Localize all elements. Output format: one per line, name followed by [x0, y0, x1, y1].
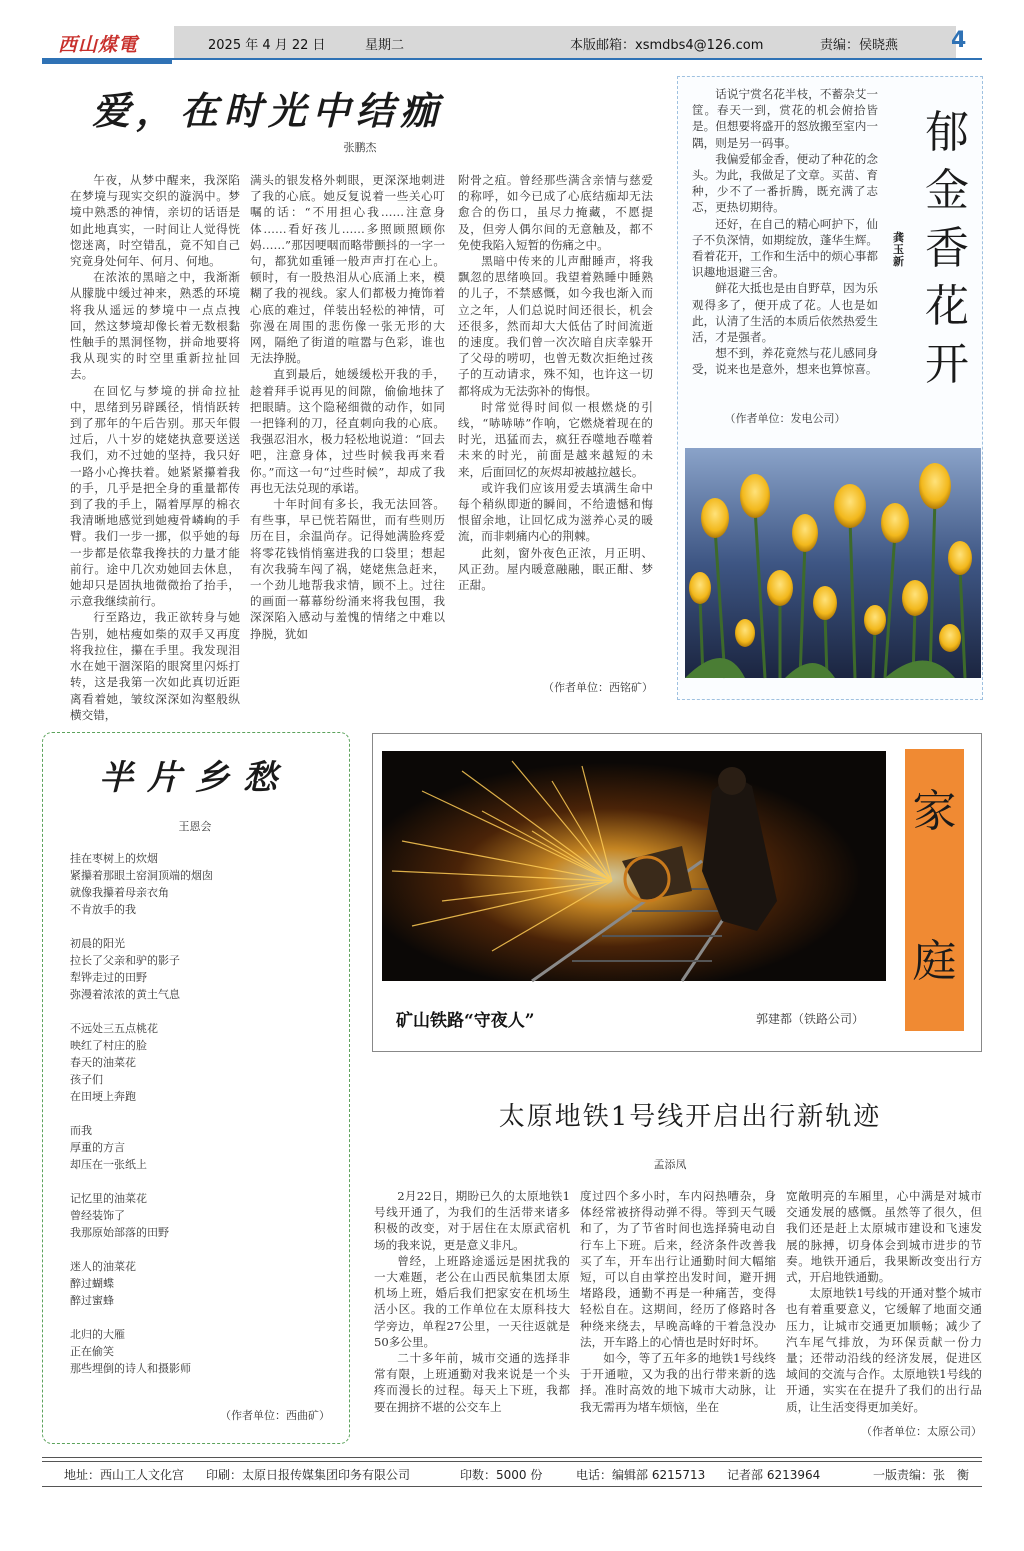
poem-line: 北归的大雁 — [70, 1328, 125, 1341]
poem-author: 王恩会 — [178, 820, 212, 833]
tulip-body — [692, 86, 878, 396]
tulip-author: 龚玉新 — [893, 231, 904, 268]
poem-line: 醉过蜜蜂 — [70, 1294, 114, 1307]
tulip-author-unit: （作者单位：发电公司） — [724, 412, 846, 425]
poem-line: 厚重的方言 — [70, 1141, 125, 1154]
poem-stanza — [70, 1020, 340, 1105]
section-label-char-1: 家 — [912, 786, 957, 837]
page-email: 本版邮箱：xsmdbs4@126.com — [570, 38, 764, 53]
poem-stanza — [70, 1326, 340, 1377]
paragraph: 黑暗中传来的儿声酣睡声，将我飘忽的思绪唤回。我望着熟睡中睡熟的儿子，不禁感慨，如今我也渐入而立之年，人们总说时间还很长，机会还很多，然而却大大低估了时间流逝的速度。我们曾一次次暗自庆幸躲开了父母的唠叨，也曾无数次拒绝过孩子的互动请求，殊不知，也许这一切都将成为无法弥补的悔恨。 — [458, 254, 653, 398]
story1-column-2 — [250, 172, 445, 702]
paragraph: 行至路边，我正欲转身与她告别，她枯瘦如柴的双手又再度将我拉住，攥在手里。我发现泪水在她干涸深陷的眼窝里闪烁打转，这是我第一次如此真切近距离看着她，皱纹深深如沟壑般纵横交错， — [70, 610, 240, 722]
paragraph: 度过四个多小时，车内闷热嘈杂，身体经常被挤得动弹不得。等到天气暖和了，为了节省时间也选择骑电动自行车上下班。后来，经济条件改善我买了车，开车出行让通勤时间大幅缩短，可以自由掌控出发时间，避开拥堵路段，通勤不再是一种痛苦，变得轻松自在。这期间，经历了修路时各种绕来绕去，早晚高峰的干着急没办法，开车路上的心情也是时好时坏。 — [580, 1189, 776, 1349]
footer-circulation: 印数：5000 份 — [460, 1468, 543, 1482]
footer-printer: 印刷：太原日报传媒集团印务有限公司 — [206, 1468, 411, 1482]
poem-line: 醉过蝴蝶 — [70, 1277, 114, 1290]
issue-weekday: 星期二 — [365, 38, 405, 53]
railway-night-photo — [382, 751, 886, 981]
paragraph: 太原地铁1号线的开通对整个城市也有着重要意义，它缓解了地面交通压力，让城市交通更加顺畅；减少了汽车尾气排放，为环保贡献一份力量；还带动沿线的经济发展，促进区域间的交流与合作。太原地铁1号线的开通，实实在在提升了我们的出行品质，让生活变得更加美好。 — [786, 1286, 982, 1414]
paragraph: 十年时间有多长，我无法回答。有些事，早已恍若隔世，而有些则历历在目，余温尚存。记得她满脸疼爱将零花钱悄悄塞进我的口袋里；想起有次我骑车闯了祸，姥姥焦急赶来，一个劲儿地帮我求情，顾不上。过往的画面一幕幕纷纷涌来将我包围，我深深陷入感动与羞愧的情绪之中难以挣脱，犹如 — [250, 497, 445, 641]
paragraph: 午夜，从梦中醒来，我深陷在梦境与现实交织的漩涡中。梦境中熟悉的神情，亲切的话语是如此地真实，一时间让人觉得恍惚迷离，时空错乱，竟不知自己究竟身处何年、何月、何地。 — [70, 173, 240, 269]
poem-line: 犁铧走过的田野 — [70, 971, 147, 984]
paragraph: 二十多年前，城市交通的选择非常有限，上班通勤对我来说是一个头疼而漫长的过程。每天上下班，我都要在拥挤不堪的公交车上 — [374, 1351, 570, 1414]
poem-line: 孩子们 — [70, 1073, 103, 1086]
paragraph: 2月22日，期盼已久的太原地铁1号线开通了，为我们的生活带来诸多积极的改变，对于居住在太原武宿机场的我来说，更是意义非凡。 — [374, 1189, 570, 1252]
poem-line: 映红了村庄的脸 — [70, 1039, 147, 1052]
metro-author-unit: （作者单位：太原公司） — [861, 1425, 982, 1438]
poem-line: 曾经装饰了 — [70, 1209, 125, 1222]
story1-column-1 — [70, 172, 240, 722]
poem-line: 不远处三五点桃花 — [70, 1022, 158, 1035]
metro-title: 太原地铁1号线开启出行新轨迹 — [498, 1102, 882, 1132]
metro-column-1 — [374, 1188, 570, 1438]
poem-line: 却压在一张纸上 — [70, 1158, 147, 1171]
poem-line: 不肯放手的我 — [70, 903, 136, 916]
page-number: 4 — [951, 28, 967, 53]
poem-line: 那些埋倒的诗人和摄影师 — [70, 1362, 191, 1375]
poem-line: 弥漫着浓浓的黄土气息 — [70, 988, 180, 1001]
poem-stanza — [70, 1122, 340, 1173]
tulip-photo — [685, 448, 981, 678]
paragraph: 如今，等了五年多的地铁1号线终于开通啦，又为我的出行带来新的选择。准时高效的地下城市大动脉，让我无需再为堵车烦恼，坐在 — [580, 1351, 776, 1414]
poem-line: 紧攥着那眼土窑洞顶端的烟囱 — [70, 869, 213, 882]
photo-credit: 郭建都（铁路公司） — [756, 1012, 865, 1026]
poem-line: 迷人的油菜花 — [70, 1260, 136, 1273]
footer-chief-editor: 一版责编：张 衡 — [873, 1468, 970, 1482]
story1-author-unit: （作者单位：西铭矿） — [543, 681, 653, 694]
paragraph: 在浓浓的黑暗之中，我渐渐从朦胧中缓过神来，熟悉的环境将我从遥远的梦境中一点点拽回，然这梦境却像长着无数根黏性触手的黑洞怪物，拼命地要将我从现实的时空里重新拉扯回去。 — [70, 270, 240, 382]
metro-column-3 — [786, 1188, 982, 1418]
poem-line: 而我 — [70, 1124, 92, 1137]
paragraph: 鲜花大抵也是由自野草，因为乐观得多了，便开成了花。人也是如此，认清了生活的本质后依然热爱生活，才是强者。 — [692, 281, 878, 345]
header-rule — [42, 58, 982, 60]
paragraph: 想不到，养花竟然与花儿感同身受，说来也是意外，想来也算惊喜。 — [692, 346, 878, 377]
footer-rule — [42, 1486, 982, 1487]
paragraph: 我偏爱郁金香，便动了种花的念头。为此，我做足了文章。买苗、育种，少不了一番折腾，既充满了志忑，更热切期待。 — [692, 151, 878, 215]
paragraph: 附骨之疽。曾经那些满含亲情与慈爱的称呼，如今已成了心底结痂却无法愈合的伤口，虽尽力掩藏，不愿提及，但旁人偶尔间的无意触及，都不免使我陷入短暂的伤痛之中。 — [458, 173, 653, 252]
footer-rule — [42, 1457, 982, 1458]
header-rule-accent — [42, 60, 172, 64]
metro-author: 孟添凤 — [653, 1158, 687, 1171]
issue-date: 2025 年 4 月 22 日 — [208, 38, 326, 53]
paragraph: 话说宁赏名花半枝，不蓄杂艾一筐。春天一到，赏花的机会俯拾皆是。但想要将盛开的怒放搬至室内一隅，则是另一码事。 — [692, 87, 878, 150]
footer-reporter-phone: 记者部 6213964 — [727, 1468, 821, 1482]
story1-title: 爱，在时光中结痂 — [92, 88, 445, 133]
poem-body — [70, 850, 340, 1394]
paragraph: 时常觉得时间似一根燃烧的引线，“哧哧哧”作响，它燃烧着现在的时光，迅猛而去，疯狂吞噬地吞噬着未来的时光，前面是越来越短的未来，后面回忆的灰烬却被越拉越长。 — [458, 399, 653, 479]
poem-line: 记忆里的油菜花 — [70, 1192, 147, 1205]
poem-stanza — [70, 1190, 340, 1241]
paragraph: 曾经，上班路途遥远是困扰我的一大难题，老公在山西民航集团太原机场上班，婚后我们把家安在机场生活小区。我的工作单位在太原科技大学旁边，单程27公里，一天往返就是50多公里。 — [374, 1253, 570, 1349]
footer-phone: 电话：编辑部 6215713 — [576, 1468, 706, 1482]
paragraph: 直到最后，她缓缓松开我的手，趁着拜手说再见的间隙，偷偷地抹了把眼睛。这个隐秘细微的动作，如同一把锋利的刀，径直刺向我的心底。我强忍泪水，极力轻松地说道：“回去吧，注意身体，过些时候我再来看你。”而这一句“过些时候”，却成了我再也无法兑现的承诺。 — [250, 367, 445, 495]
poem-line: 正在偷笑 — [70, 1345, 114, 1358]
tulip-title: 郁金香花开 — [925, 107, 969, 390]
poem-line: 就像我攥着母亲衣角 — [70, 886, 169, 899]
paragraph: 此刻，窗外夜色正浓，月正明、风正劲。屋内暖意融融，眠正酣、梦正甜。 — [458, 545, 653, 593]
newspaper-logo: 西山煤電 — [58, 34, 139, 56]
paragraph: 在回忆与梦境的拼命拉扯中，思绪到另辟蹊径，悄悄跃转到了那年的午后告别。那天年假过后，八十岁的姥姥执意要送送我们，劝不过她的坚持，我只好一路小心搀扶着。她紧紧攥着我的手，几乎是把全身的重量都传到了我的手上，隔着厚厚的棉衣我清晰地感觉到她瘦骨嶙峋的手臂。我们一步一挪，似乎她的每一步都是依靠我搀扶的力量才能前行。途中几次劝她回去休息，她却只是固执地微微抬了抬手，示意我继续前行。 — [70, 383, 240, 609]
metro-column-2 — [580, 1188, 776, 1438]
poem-stanza — [70, 935, 340, 1003]
poem-line: 挂在枣树上的炊烟 — [70, 852, 158, 865]
paragraph: 满头的银发格外刺眼，更深深地刺进了我的心底。她反复说着一些关心叮嘱的话：“不用担心我……注意身体……看好孩儿……多照顾照顾你妈……”那因哽咽而略带颤抖的一字一句，都犹如重锤一般声声打在心上。顿时，有一股热泪从心底涌上来，模糊了我的视线。家人们都极力掩饰着心底的难过，佯装出轻松的神情，可弥漫在周围的悲伤像一张无形的大网，隔绝了街道的喧嚣与色彩，谁也无法挣脱。 — [250, 173, 445, 366]
story1-column-3 — [458, 172, 653, 672]
poem-line: 初晨的阳光 — [70, 937, 125, 950]
story1-author: 张鹏杰 — [343, 141, 377, 154]
poem-title: 半片乡愁 — [99, 758, 291, 798]
footer-address: 地址：西山工人文化宫 — [64, 1468, 185, 1482]
photo-caption: 矿山铁路“守夜人” — [396, 1011, 535, 1031]
paragraph: 宽敞明亮的车厢里，心中满是对城市交通发展的感慨。虽然等了很久，但我们还是赶上太原城市建设和飞速发展的脉搏，切身体会到城市进步的节奏。地铁开通后，我果断改变出行方式，开启地铁通勤。 — [786, 1189, 982, 1285]
page-editor: 责编：侯晓燕 — [820, 38, 899, 53]
poem-line: 在田埂上奔跑 — [70, 1090, 136, 1103]
footer-rule — [42, 1461, 982, 1462]
poem-author-unit: （作者单位：西曲矿） — [220, 1409, 330, 1422]
poem-line: 我那原始部落的田野 — [70, 1226, 169, 1239]
poem-stanza — [70, 1258, 340, 1309]
poem-line: 春天的油菜花 — [70, 1056, 136, 1069]
section-label-char-2: 庭 — [912, 936, 957, 987]
paragraph: 还好，在自己的精心呵护下，仙子不负深情，如期绽放，蓬华生辉。看着花开，工作和生活中的烦心事都识趣地退避三舍。 — [692, 216, 878, 280]
poem-line: 拉长了父亲和驴的影子 — [70, 954, 180, 967]
paragraph: 或许我们应该用爱去填满生命中每个稍纵即逝的瞬间，不给遗憾和悔恨留余地，让回忆成为滋养心灵的暖流，而非刺痛内心的荆棘。 — [458, 480, 653, 544]
poem-stanza — [70, 850, 340, 918]
